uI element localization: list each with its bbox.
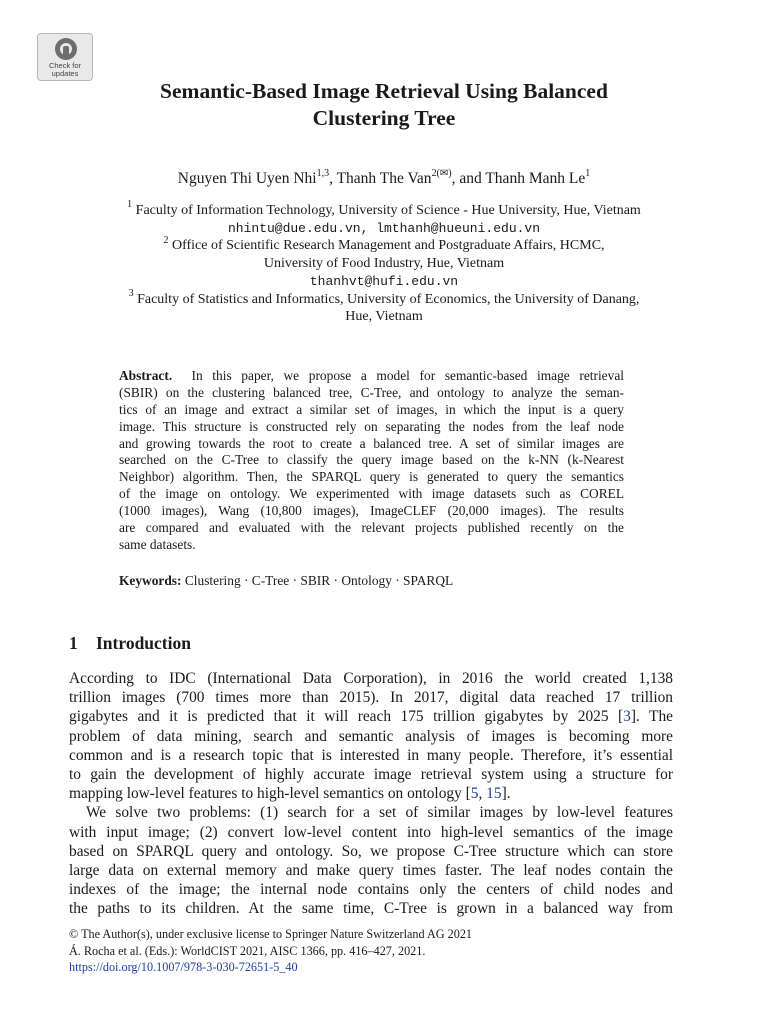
author-3-affil: 1 <box>585 167 591 179</box>
affiliation-1-emails: nhintu@due.edu.vn, lmthanh@hueuni.edu.vn <box>227 220 541 236</box>
body-line: with input image; (2) convert low-level content into high-level semantics of the image <box>69 823 673 841</box>
author-separator: , <box>329 170 337 187</box>
keywords-label: Keywords: <box>119 573 182 588</box>
affiliation-2-number: 2 <box>163 234 169 246</box>
author-1: Nguyen Thi Uyen Nhi <box>177 170 317 187</box>
affiliation-1-number: 1 <box>127 199 133 211</box>
affiliation-2 <box>60 234 708 255</box>
affiliation-3-number: 3 <box>128 287 134 299</box>
citation-line: Á. Rocha et al. (Eds.): WorldCIST 2021, AISC 1366, pp. 416–427, 2021. <box>69 943 426 958</box>
body-line: According to IDC (International Data Corporation), in 2016 the world created 1,138 <box>69 670 673 687</box>
abstract-line: searched on the C-Tree to classify the query image based on the k-NN (k-Nearest <box>119 452 624 468</box>
affiliation-2-text-cont: University of Food Industry, Hue, Vietnam <box>263 256 505 272</box>
body-line: based on SPARQL query and ontology. So, we propose C-Tree structure which can store <box>69 842 673 860</box>
abstract-line: same datasets. <box>119 536 196 552</box>
affiliation-2-text: Office of Scientific Research Management and Postgraduate Affairs, HCMC, <box>171 238 605 254</box>
badge-line-1: Check for <box>48 61 82 70</box>
citation-link-15[interactable]: 15 <box>486 785 502 803</box>
body-line: to gain the development of highly accurate image retrieval system using a structure for <box>69 765 673 783</box>
affiliation-3-text-cont: Hue, Vietnam <box>345 309 423 325</box>
author-2: Thanh The Van <box>336 170 432 187</box>
section-heading <box>69 632 191 654</box>
body-line: the paths to its children. At the same time, C-Tree is grown in a balanced way from <box>69 900 673 918</box>
citation-link-5[interactable]: 5 <box>470 785 479 803</box>
copyright-line: © The Author(s), under exclusive license to Springer Nature Switzerland AG 2021 <box>69 927 473 941</box>
keywords-text: Clustering · C-Tree · SBIR · Ontology · SPARQL <box>184 573 454 588</box>
author-3: Thanh Manh Le <box>485 170 586 187</box>
abstract-line: image. This structure is constructed rely on separating the nodes from the leaf node <box>119 418 624 434</box>
badge-line-2: updates <box>51 69 79 78</box>
affiliation-1 <box>60 199 708 220</box>
section-title: Introduction <box>96 633 191 653</box>
body-line <box>69 707 673 726</box>
affiliation-3 <box>60 287 708 309</box>
author-2-affil: 2(✉) <box>431 167 452 179</box>
body-line: trillion images (700 times more than 2015). In 2017, digital data reached 17 trillion <box>69 689 673 707</box>
abstract-line <box>119 368 624 385</box>
body-text-run: gigabytes and it is predicted that it will reach 175 trillion gigabytes by 2025 [ <box>69 708 624 726</box>
author-1-affil: 1,3 <box>316 167 330 179</box>
title-line-2: Clustering Tree <box>312 106 456 130</box>
body-line: We solve two problems: (1) search for a set of similar images by low-level features <box>86 804 673 822</box>
abstract-line: (SBIR) on the clustering balanced tree, C-Tree, and ontology to analyze the seman- <box>119 384 624 400</box>
abstract <box>119 368 624 554</box>
check-for-updates-badge[interactable] <box>37 33 93 81</box>
abstract-line: and growing towards the root to create a balanced tree. A set of similar images are <box>119 435 624 451</box>
author-list <box>60 169 708 189</box>
abstract-text: In this paper, we propose a model for semantic-based image retrieval <box>191 368 624 383</box>
abstract-line: are compared and evaluated with the relevant projects published recently on the <box>119 520 624 536</box>
body-line <box>69 784 673 803</box>
body-line: indexes of the image; the internal node contains only the centers of child nodes and <box>69 881 673 899</box>
body-text-run: , <box>478 785 487 803</box>
body-line: problem of data mining, search and semantic analysis of images is becoming more <box>69 727 673 745</box>
check-for-updates-icon <box>55 38 77 60</box>
abstract-label: Abstract. <box>119 368 173 383</box>
affiliations <box>60 199 708 326</box>
doi-link[interactable]: https://doi.org/10.1007/978-3-030-72651-5_40 <box>69 960 298 974</box>
body-line: large data on external memory and make query times faster. The leaf nodes contain the <box>69 861 673 879</box>
abstract-line: (1000 images), Wang (10,800 images), ImageCLEF (20,000 images). The results <box>119 503 624 519</box>
citation-link-3[interactable]: 3 <box>623 708 631 726</box>
abstract-line: of the image on ontology. We experimented with image datasets such as COREL <box>119 486 624 502</box>
footer <box>69 926 673 976</box>
body-line: common and is a research topic that is interested in many people. Therefore, it’s essential <box>69 746 673 764</box>
body-text-run: ]. The <box>630 708 673 726</box>
section-number: 1 <box>69 633 78 653</box>
affiliation-1-text: Faculty of Information Technology, University of Science - Hue University, Hue, Vietnam <box>135 203 641 218</box>
abstract-line: Neighbor) algorithm. Then, the SPARQL query is generated to query the semantics <box>119 469 624 485</box>
body-text <box>69 669 673 918</box>
body-text-run: mapping low-level features to high-level semantics on ontology [ <box>69 785 471 803</box>
keywords <box>119 572 624 589</box>
badge-text <box>38 62 92 78</box>
affiliation-2-email: thanhvt@hufi.edu.vn <box>309 273 459 289</box>
author-separator: , and <box>451 170 486 187</box>
body-text-run: ]. <box>501 785 511 803</box>
abstract-line: tics of an image and extract a similar set of images, in which the input is a query <box>119 401 624 417</box>
paper-title <box>60 78 708 132</box>
affiliation-3-text: Faculty of Statistics and Informatics, University of Economics, the University of Danang, <box>137 291 640 307</box>
title-line-1: Semantic-Based Image Retrieval Using Balanced <box>160 79 608 103</box>
